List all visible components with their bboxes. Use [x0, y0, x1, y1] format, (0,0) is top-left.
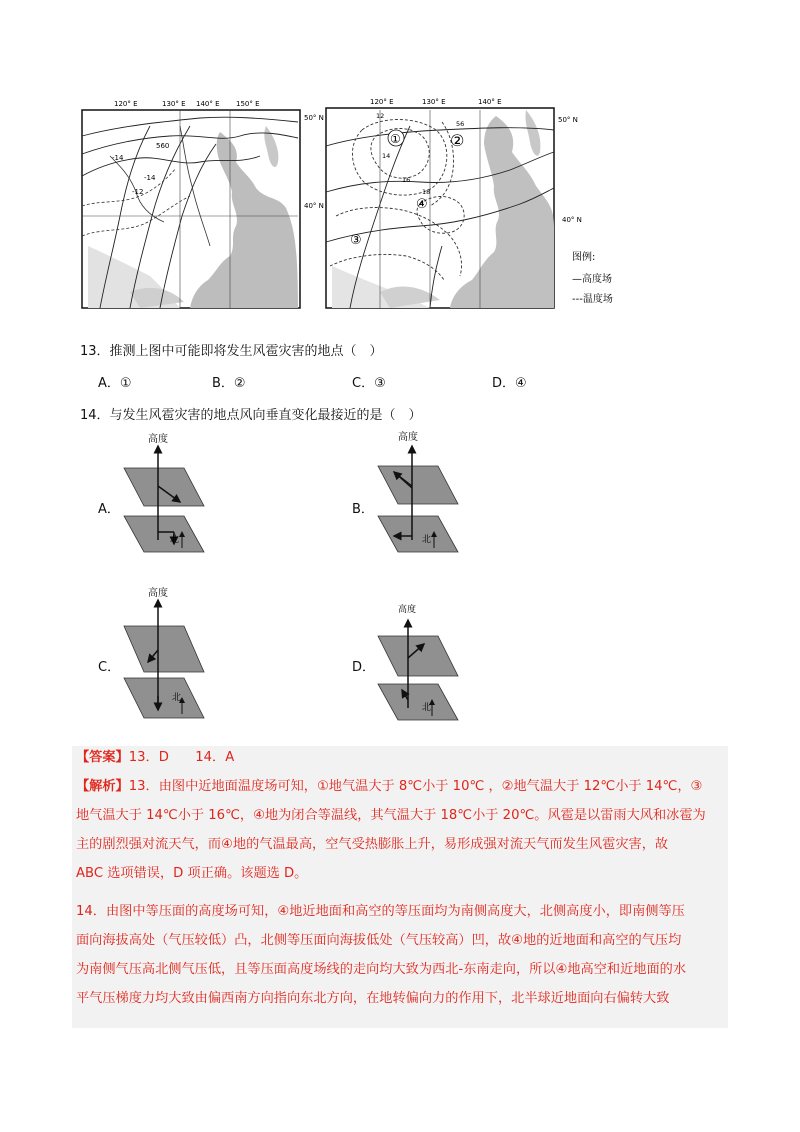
- answer-tag: 【答案】: [76, 750, 129, 765]
- right-map-contour-label: 56: [456, 120, 465, 128]
- right-map-contour-label: 14: [382, 152, 391, 160]
- left-map-contour-label: -14: [144, 174, 156, 182]
- q14-option-c-label: C．: [98, 660, 121, 675]
- analysis-text-1: 13．由图中近地面温度场可知，①地气温大于 8℃小于 10℃ ，②地气温大于 12℃小于 14℃，③: [128, 779, 703, 794]
- q13-option-b-text: ②: [233, 376, 246, 391]
- q14-a-north-label: 北: [170, 535, 180, 545]
- left-map-contour-label: 560: [156, 142, 170, 150]
- analysis-line-1: [76, 773, 702, 801]
- left-map-lon-140: 140° E: [196, 100, 220, 108]
- q14-option-b-diagram: [372, 430, 468, 556]
- left-map-lat-50: 50° N: [304, 114, 324, 122]
- analysis-line-3: 主的剧烈强对流天气，而④地的气温最高，空气受热膨胀上升，易形成强对流天气而发生风雹灾害，故: [76, 837, 669, 852]
- analysis-tag: 【解析】: [76, 779, 129, 794]
- q13-option-c: [352, 372, 386, 391]
- map-legend-temp-field: ---温度场: [572, 294, 613, 305]
- q14-a-axis-label: 高度: [148, 434, 168, 445]
- answer-line: [76, 744, 234, 772]
- q14-option-d-diagram: [372, 600, 468, 722]
- q14-c-axis-label: 高度: [148, 588, 168, 599]
- q13-option-a-text: ①: [119, 376, 132, 391]
- q14-option-c-diagram: [118, 584, 214, 720]
- right-map-lon-120: 120° E: [370, 98, 394, 106]
- right-map-lon-130: 130° E: [422, 98, 446, 106]
- left-map-contour-label: -14: [112, 154, 124, 162]
- question-13-stem: 13．推测上图中可能即将发生风雹灾害的地点（ ）: [80, 344, 383, 359]
- q13-option-b: [212, 372, 246, 391]
- analysis-line-5: 14．由图中等压面的高度场可知，④地近地面和高空的等压面均为南侧高度大，北侧高度小，即南侧等压: [76, 904, 685, 919]
- q14-option-a-label: A．: [98, 502, 120, 517]
- left-map: [82, 100, 324, 308]
- map-legend-height-field: —高度场: [572, 274, 612, 285]
- q14-c-north-label: 北: [172, 693, 182, 703]
- q14-d-north-label: 北: [422, 703, 432, 713]
- right-map-contour-label: 16: [402, 176, 411, 184]
- q13-option-a: [98, 372, 132, 391]
- q13-option-d-text: ④: [515, 376, 527, 391]
- left-map-lon-120: 120° E: [114, 100, 138, 108]
- left-map-lon-150: 150° E: [236, 100, 260, 108]
- right-map-point-3: ③: [350, 233, 362, 248]
- right-map: [326, 98, 613, 308]
- right-map-point-1: ①: [390, 132, 401, 146]
- analysis-line-4: ABC 选项错误，D 项正确。该题选 D。: [76, 866, 308, 881]
- analysis-line-2: 地气温大于 14℃小于 16℃，④地为闭合等温线，其气温大于 18℃小于 20℃。风雹是以雷雨大风和冰雹为: [76, 808, 706, 823]
- q14-option-a-diagram: [118, 432, 214, 558]
- q14-b-north-label: 北: [422, 535, 432, 545]
- q14-d-axis-label: 高度: [398, 605, 417, 615]
- right-map-lon-140: 140° E: [478, 98, 502, 106]
- q14-b-axis-label: 高度: [398, 432, 418, 443]
- right-map-lat-50: 50° N: [558, 116, 578, 124]
- q13-option-b-letter: B．: [212, 376, 234, 391]
- right-map-contour-label: 12: [376, 112, 385, 120]
- weather-maps-figure: [80, 96, 640, 312]
- right-map-point-2: ②: [450, 131, 465, 150]
- analysis-line-7: 为南侧气压高北侧气压低，且等压面高度场线的走向均大致为西北-东南走向，所以④地高空和近地面的水: [76, 962, 687, 977]
- q13-option-d-letter: D．: [492, 376, 516, 391]
- right-map-point-4: ④: [416, 197, 428, 212]
- left-map-contour-label: -12: [132, 188, 144, 196]
- right-map-lat-40: 40° N: [562, 216, 582, 224]
- left-map-lat-40: 40° N: [304, 202, 324, 210]
- map-legend-title: 图例:: [572, 252, 596, 263]
- q13-option-c-text: ③: [374, 376, 386, 391]
- q14-option-b-label: B．: [352, 502, 374, 517]
- left-map-lon-130: 130° E: [162, 100, 186, 108]
- q14-option-d-label: D．: [352, 660, 376, 675]
- q13-option-c-letter: C．: [352, 376, 375, 391]
- q13-option-a-letter: A．: [98, 376, 120, 391]
- right-map-contour-label: 18: [422, 188, 431, 196]
- question-14-stem: 14．与发生风雹灾害的地点风向垂直变化最接近的是（ ）: [80, 408, 422, 423]
- q13-option-d: [492, 372, 527, 391]
- analysis-line-8: 平气压梯度力均大致由偏西南方向指向东北方向，在地转偏向力的作用下，北半球近地面向右偏转大致: [76, 991, 670, 1006]
- answer-text: 13．D 14．A: [128, 750, 235, 765]
- analysis-line-6: 面向海拔高处（气压较低）凸，北侧等压面向海拔低处（气压较高）凹，故④地的近地面和高空的气压均: [76, 933, 682, 948]
